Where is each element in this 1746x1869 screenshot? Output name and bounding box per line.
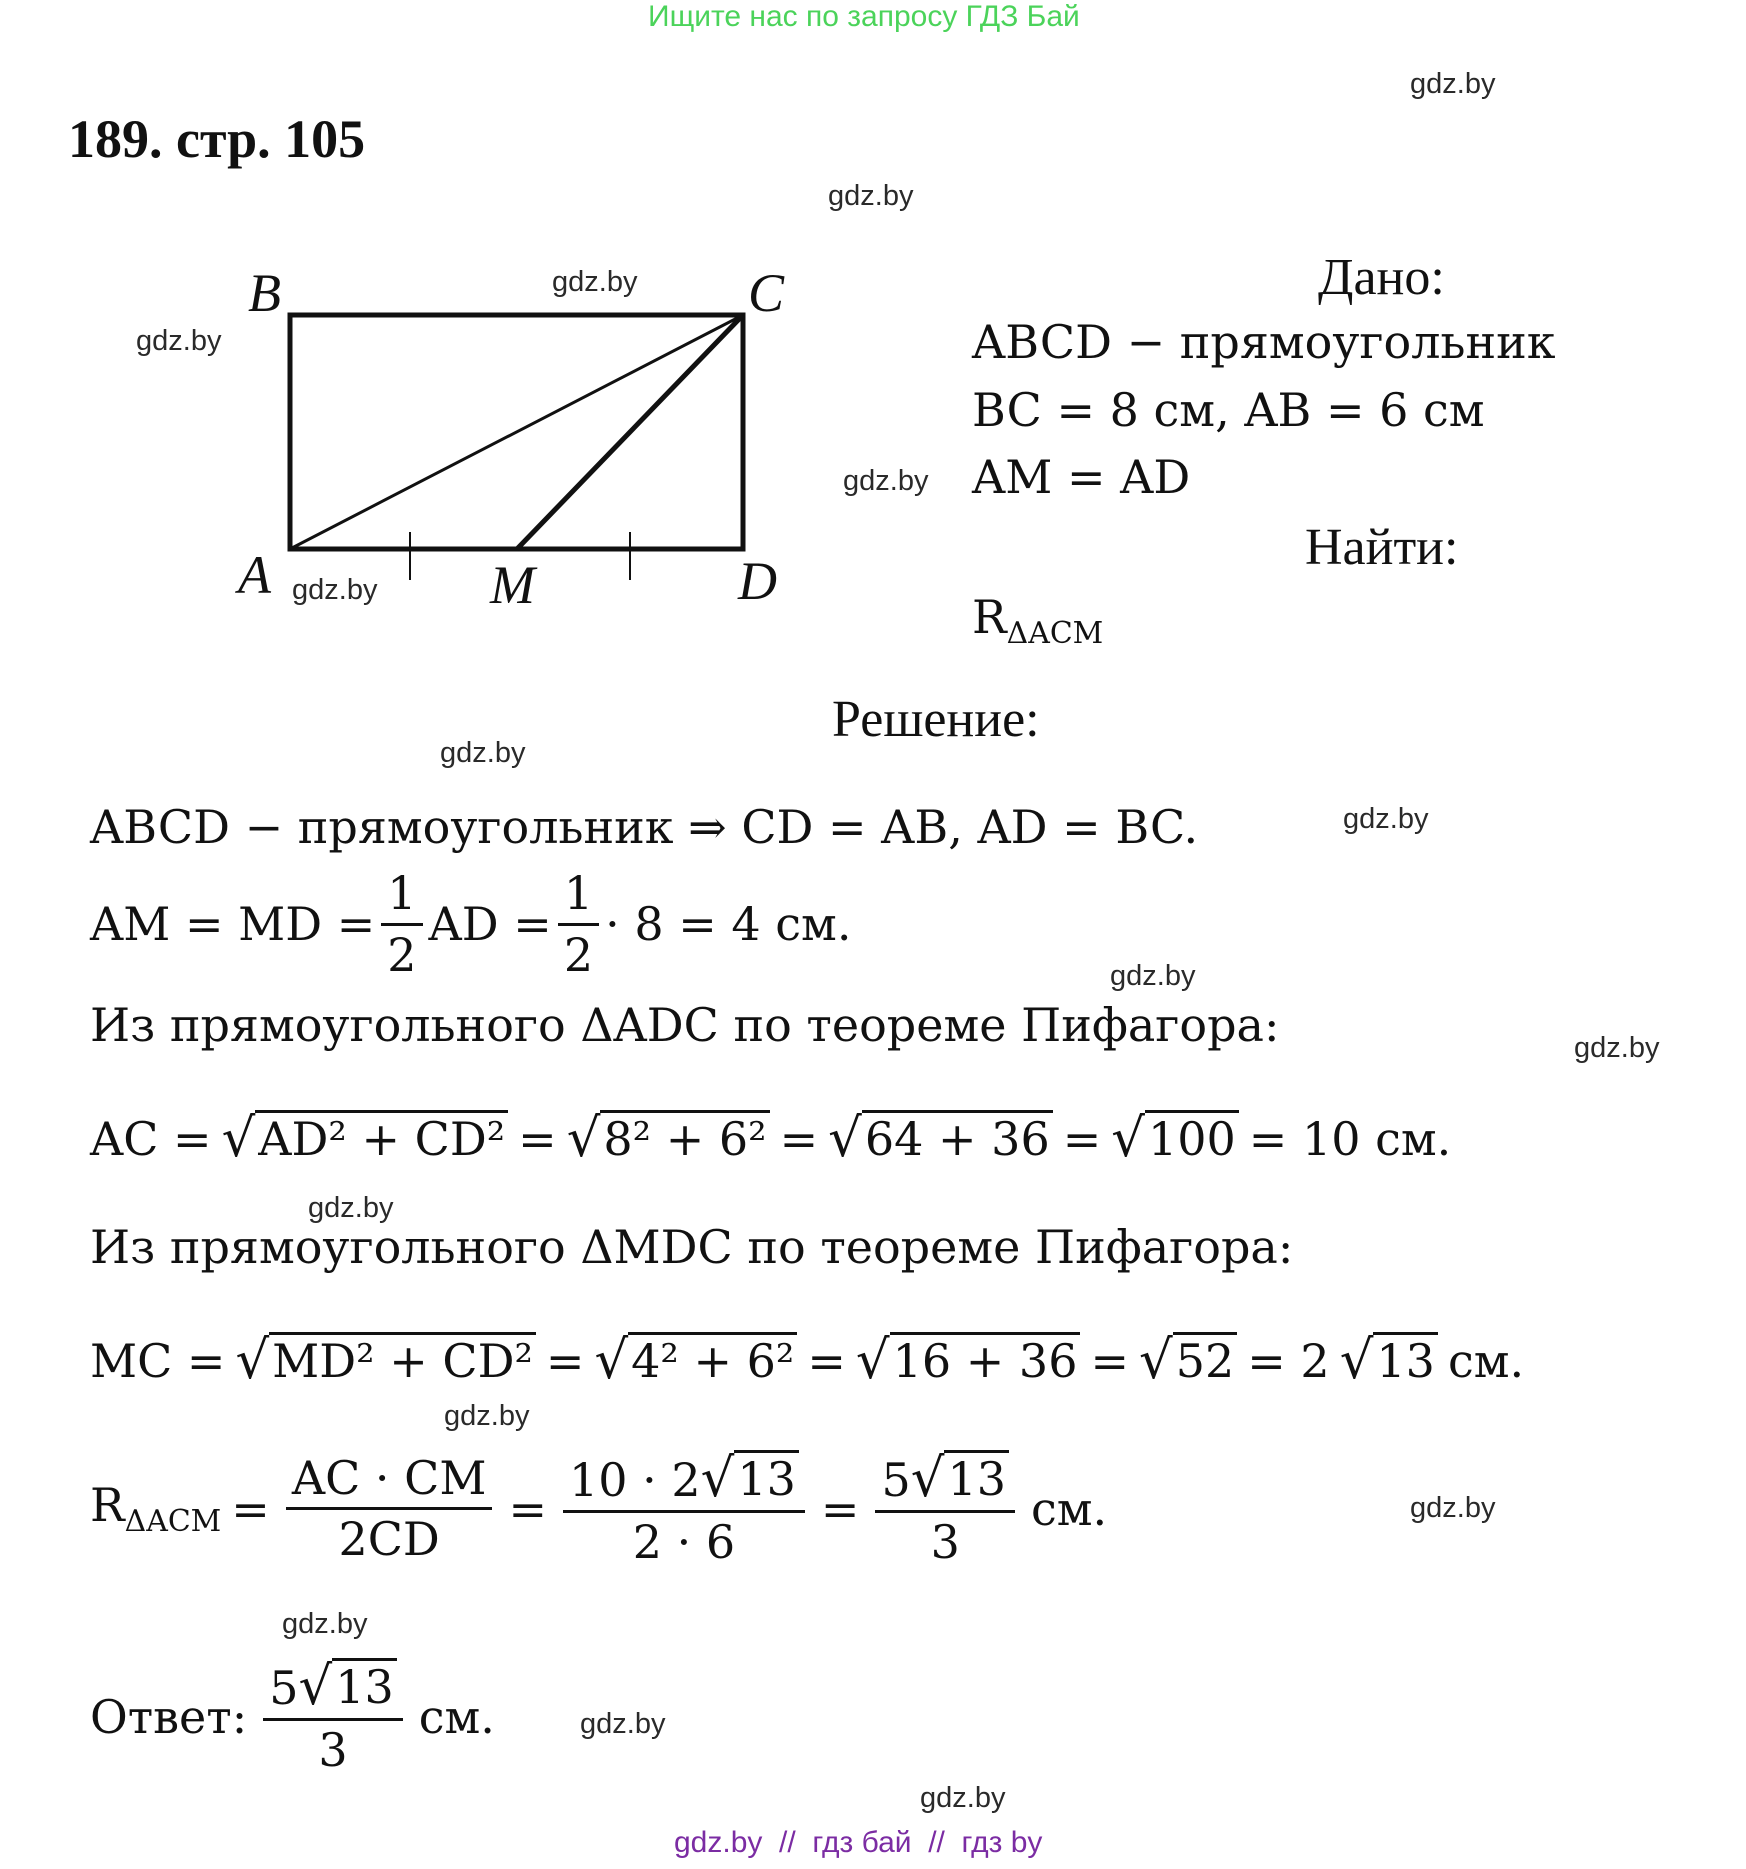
find-r: R xyxy=(972,590,1007,644)
circumradius-sub: ΔACM xyxy=(124,1504,222,1540)
fraction-numerator xyxy=(875,1447,1015,1513)
watermark: gdz.by xyxy=(136,325,222,357)
fraction-denominator: 3 xyxy=(930,1514,960,1569)
watermark: gdz.by xyxy=(282,1608,368,1640)
radical-icon: √ xyxy=(1111,1107,1145,1169)
sqrt-expression xyxy=(221,1107,509,1169)
fraction-denominator: 2CD xyxy=(338,1512,440,1567)
line2-right: · 8 = 4 см. xyxy=(605,897,852,952)
watermark: gdz.by xyxy=(308,1192,394,1224)
radicand: 4² + 6² xyxy=(628,1332,797,1388)
watermark: gdz.by xyxy=(1343,803,1429,835)
watermark: gdz.by xyxy=(920,1782,1006,1814)
radicand: 13 xyxy=(944,1450,1009,1506)
watermark: gdz.by xyxy=(1410,1492,1496,1524)
given-line-2: BC = 8 см, AB = 6 см xyxy=(972,383,1485,437)
sqrt-expression xyxy=(700,1447,799,1509)
find-subscript: ΔACM xyxy=(1006,616,1104,652)
answer-unit: см. xyxy=(418,1689,495,1744)
sqrt-expression xyxy=(1139,1329,1237,1391)
fraction-one-half xyxy=(381,868,422,980)
solution-line-2 xyxy=(90,868,851,980)
find-value xyxy=(972,590,1103,651)
solution-line-4 xyxy=(90,1107,1452,1169)
vertex-label-m: M xyxy=(490,555,535,615)
watermark: gdz.by xyxy=(1410,68,1496,100)
watermark: gdz.by xyxy=(1574,1032,1660,1064)
sqrt-expression xyxy=(235,1329,535,1391)
radicand: MD² + CD² xyxy=(269,1332,536,1388)
footer-links: gdz.by // гдз бай // гдз by xyxy=(674,1826,1043,1859)
radicand: 64 + 36 xyxy=(862,1110,1053,1166)
solution-line-7 xyxy=(90,1447,1108,1569)
line4-ac: AC = xyxy=(90,1111,212,1166)
answer-label: Ответ: xyxy=(90,1689,248,1744)
vertex-label-c: C xyxy=(748,263,785,323)
sqrt-expression xyxy=(298,1655,397,1717)
fraction-numerator xyxy=(563,1447,805,1513)
sqrt-expression xyxy=(828,1107,1053,1169)
equals: = xyxy=(508,1481,547,1536)
watermark: gdz.by xyxy=(292,574,378,606)
fraction-numerator: AC · CM xyxy=(286,1453,493,1511)
radical-icon: √ xyxy=(298,1655,333,1717)
watermark: gdz.by xyxy=(580,1708,666,1740)
line2-left: AM = MD = xyxy=(90,897,376,952)
radical-icon: √ xyxy=(828,1107,862,1169)
fraction-formula xyxy=(286,1450,493,1567)
numerator-part: 5 xyxy=(881,1452,911,1507)
radicand: 13 xyxy=(332,1658,397,1714)
line4-tail: = 10 см. xyxy=(1248,1111,1452,1166)
radical-icon: √ xyxy=(1139,1329,1173,1391)
solution-line-5: Из прямоугольного ΔMDC по теореме Пифагора: xyxy=(90,1220,1294,1274)
solution-line-6 xyxy=(90,1329,1525,1391)
equals: = xyxy=(1090,1333,1130,1388)
vertex-label-d: D xyxy=(738,551,777,611)
radical-icon: √ xyxy=(910,1447,945,1509)
line6-mc: MC = xyxy=(90,1333,226,1388)
watermark: gdz.by xyxy=(1110,960,1196,992)
vertex-label-a: A xyxy=(238,545,271,605)
fraction-one-half xyxy=(558,868,599,980)
radical-icon: √ xyxy=(1339,1329,1374,1391)
radical-icon: √ xyxy=(235,1329,270,1391)
solution-line-3: Из прямоугольного ΔADC по теореме Пифагора: xyxy=(90,998,1280,1052)
watermark: gdz.by xyxy=(828,180,914,212)
radicand: 100 xyxy=(1145,1110,1239,1166)
fraction-numerator: 1 xyxy=(381,868,422,926)
given-heading: Дано: xyxy=(1318,249,1445,306)
vertex-label-b: B xyxy=(248,263,281,323)
equals: = xyxy=(518,1111,557,1166)
line2-mid: AD = xyxy=(428,897,552,952)
radicand: 16 + 36 xyxy=(890,1332,1081,1388)
fraction-result xyxy=(875,1447,1015,1569)
problem-title: 189. стр. 105 xyxy=(68,109,366,169)
radicand: 13 xyxy=(734,1450,799,1506)
radicand: 13 xyxy=(1373,1332,1438,1388)
segment-mc xyxy=(517,315,743,549)
radicand: AD² + CD² xyxy=(255,1110,508,1166)
circumradius-r: R xyxy=(90,1478,125,1533)
watermark: gdz.by xyxy=(440,737,526,769)
fraction-denominator: 2 · 6 xyxy=(632,1514,736,1569)
fraction-substituted xyxy=(563,1447,805,1569)
radical-icon: √ xyxy=(566,1107,601,1169)
line6-eq4: = 2 xyxy=(1247,1333,1330,1388)
radical-icon: √ xyxy=(221,1107,256,1169)
unit: см. xyxy=(1030,1481,1108,1536)
fraction-denominator: 2 xyxy=(387,927,417,982)
solution-heading: Решение: xyxy=(832,691,1040,748)
equals: = xyxy=(545,1333,585,1388)
sqrt-expression xyxy=(910,1447,1009,1509)
circumradius xyxy=(90,1478,221,1539)
fraction-denominator: 2 xyxy=(563,927,594,982)
watermark: gdz.by xyxy=(444,1400,530,1432)
find-heading: Найти: xyxy=(1305,519,1459,576)
radicand: 8² + 6² xyxy=(600,1110,769,1166)
numerator-part: 5 xyxy=(269,1660,299,1715)
equals: = xyxy=(807,1333,846,1388)
radical-icon: √ xyxy=(594,1329,629,1391)
given-line-3: AM = AD xyxy=(972,450,1191,504)
equals: = xyxy=(820,1481,860,1536)
fraction-denominator: 3 xyxy=(318,1722,348,1777)
numerator-part: 10 · 2 xyxy=(568,1452,701,1507)
sqrt-expression xyxy=(1111,1107,1239,1169)
equals: = xyxy=(779,1111,819,1166)
answer-line xyxy=(90,1655,495,1777)
watermark: gdz.by xyxy=(552,266,638,298)
top-banner: Ищите нас по запросу ГДЗ Бай xyxy=(648,0,1080,33)
given-line-1: ABCD − прямоугольник xyxy=(972,315,1556,369)
line6-tail: см. xyxy=(1447,1333,1525,1388)
equals: = xyxy=(1062,1111,1102,1166)
solution-line-1: ABCD − прямоугольник ⇒ CD = AB, AD = BC. xyxy=(90,800,1199,854)
diagonal-ac xyxy=(290,315,743,549)
radical-icon: √ xyxy=(700,1447,735,1509)
fraction-numerator xyxy=(263,1655,403,1721)
sqrt-expression xyxy=(566,1107,770,1169)
fraction-numerator: 1 xyxy=(558,868,599,926)
sqrt-expression xyxy=(855,1329,1081,1391)
sqrt-expression xyxy=(1339,1329,1438,1391)
watermark: gdz.by xyxy=(843,465,929,497)
radical-icon: √ xyxy=(855,1329,890,1391)
radicand: 52 xyxy=(1173,1332,1238,1388)
answer-fraction xyxy=(263,1655,403,1777)
sqrt-expression xyxy=(594,1329,797,1391)
equals: = xyxy=(231,1481,270,1536)
